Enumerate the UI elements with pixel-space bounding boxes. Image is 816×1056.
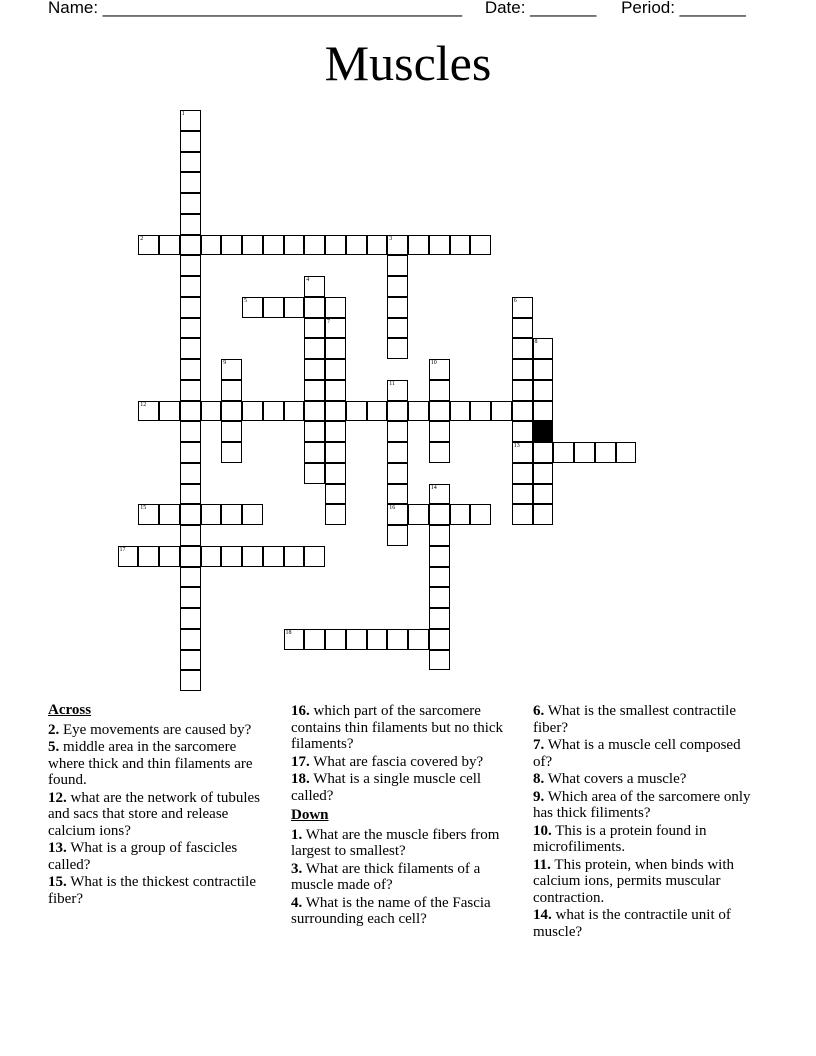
grid-cell[interactable] <box>263 546 284 567</box>
grid-cell[interactable] <box>284 235 305 256</box>
grid-cell[interactable] <box>304 297 325 318</box>
grid-block <box>533 421 554 442</box>
clue-down-6: 6. What is the smallest contractile fiber? <box>533 703 737 736</box>
grid-cell[interactable] <box>180 276 201 297</box>
clue-across-15: 15. What is the thickest contractile fiber? <box>48 874 256 907</box>
period-field[interactable]: Period: _______ <box>621 0 746 17</box>
clue-number: 16 <box>389 505 396 512</box>
grid-cell[interactable] <box>118 546 139 567</box>
grid-cell[interactable] <box>201 504 222 525</box>
grid-cell[interactable] <box>242 401 263 422</box>
grid-cell[interactable] <box>325 318 346 339</box>
clue-number: 12 <box>140 401 147 408</box>
grid-cell[interactable] <box>304 318 325 339</box>
grid-cell[interactable] <box>387 380 408 401</box>
clue-column-1 <box>48 702 276 908</box>
grid-cell[interactable] <box>512 442 533 463</box>
grid-cell[interactable] <box>429 608 450 629</box>
grid-cell[interactable] <box>180 525 201 546</box>
clue-across-16: 16. which part of the sarcomere contains thin filaments but no thick filaments? <box>291 703 504 752</box>
grid-cell[interactable] <box>512 359 533 380</box>
clue-number: 11 <box>389 380 396 387</box>
grid-cell[interactable] <box>367 235 388 256</box>
grid-cell[interactable] <box>429 484 450 505</box>
grid-cell[interactable] <box>387 421 408 442</box>
clue-number: 9 <box>223 360 227 366</box>
name-field[interactable]: Name: ______________________________________ <box>48 0 463 17</box>
grid-cell[interactable] <box>180 567 201 588</box>
grid-cell[interactable] <box>512 504 533 525</box>
grid-cell[interactable] <box>263 401 284 422</box>
grid-cell[interactable] <box>512 297 533 318</box>
clue-column-3 <box>533 703 761 941</box>
clue-number: 15 <box>140 505 147 512</box>
grid-cell[interactable] <box>387 401 408 422</box>
clue-number: 13 <box>513 443 520 449</box>
grid-cell[interactable] <box>180 504 201 525</box>
grid-cell[interactable] <box>512 401 533 422</box>
grid-cell[interactable] <box>512 484 533 505</box>
grid-cell[interactable] <box>138 546 159 567</box>
grid-cell[interactable] <box>429 525 450 546</box>
grid-cell[interactable] <box>180 255 201 276</box>
grid-cell[interactable] <box>180 152 201 173</box>
grid-cell[interactable] <box>429 587 450 608</box>
grid-cell[interactable] <box>221 235 242 256</box>
grid-cell[interactable] <box>387 484 408 505</box>
grid-cell[interactable] <box>429 401 450 422</box>
grid-cell[interactable] <box>284 629 305 650</box>
grid-cell[interactable] <box>429 567 450 588</box>
grid-cell[interactable] <box>533 442 554 463</box>
grid-cell[interactable] <box>553 442 574 463</box>
clue-across-13: 13. What is a group of fascicles called? <box>48 840 238 873</box>
grid-cell[interactable] <box>512 463 533 484</box>
grid-cell[interactable] <box>325 484 346 505</box>
grid-cell[interactable] <box>304 421 325 442</box>
grid-cell[interactable] <box>512 338 533 359</box>
grid-cell[interactable] <box>429 421 450 442</box>
grid-cell[interactable] <box>284 546 305 567</box>
grid-cell[interactable] <box>201 546 222 567</box>
grid-cell[interactable] <box>408 401 429 422</box>
date-field[interactable]: Date: _______ <box>484 0 597 17</box>
grid-cell[interactable] <box>159 504 180 525</box>
grid-cell[interactable] <box>180 214 201 235</box>
clue-down-9: 9. Which area of the sarcomere only has thick filiments? <box>533 788 751 821</box>
grid-cell[interactable] <box>346 401 367 422</box>
grid-cell[interactable] <box>201 235 222 256</box>
clue-down-3: 3. What are thick filaments of a muscle made of? <box>291 860 481 893</box>
clue-number: 14 <box>430 484 437 491</box>
grid-cell[interactable] <box>304 276 325 297</box>
grid-cell[interactable] <box>429 359 450 380</box>
grid-cell[interactable] <box>180 172 201 193</box>
grid-cell[interactable] <box>180 587 201 608</box>
clue-down-4: 4. What is the name of the Fascia surrounding each cell? <box>291 894 491 927</box>
clue-column-2 <box>291 703 519 929</box>
grid-cell[interactable] <box>616 442 637 463</box>
grid-cell[interactable] <box>533 380 554 401</box>
grid-cell[interactable] <box>180 608 201 629</box>
grid-cell[interactable] <box>325 629 346 650</box>
grid-cell[interactable] <box>387 235 408 256</box>
grid-cell[interactable] <box>242 504 263 525</box>
clue-across-12: 12. what are the network of tubules and sacs that store and release calcium ions? <box>48 789 261 839</box>
grid-cell[interactable] <box>533 359 554 380</box>
grid-cell[interactable] <box>533 401 554 422</box>
clue-number: 18 <box>285 629 292 636</box>
grid-cell[interactable] <box>180 131 201 152</box>
grid-cell[interactable] <box>367 401 388 422</box>
grid-cell[interactable] <box>242 235 263 256</box>
grid-cell[interactable] <box>180 193 201 214</box>
grid-cell[interactable] <box>304 629 325 650</box>
grid-cell[interactable] <box>408 504 429 525</box>
clue-down-1: 1. What are the muscle fibers from largest to smallest? <box>291 826 500 859</box>
grid-cell[interactable] <box>221 504 242 525</box>
clue-down-11: 11. This protein, when binds with calcium ions, permits muscular contraction. <box>533 856 734 906</box>
clue-down-7: 7. What is a muscle cell composed of? <box>533 737 741 770</box>
grid-cell[interactable] <box>429 235 450 256</box>
grid-cell[interactable] <box>387 276 408 297</box>
grid-cell[interactable] <box>387 338 408 359</box>
grid-cell[interactable] <box>429 380 450 401</box>
grid-cell[interactable] <box>242 297 263 318</box>
grid-cell[interactable] <box>138 235 159 256</box>
grid-cell[interactable] <box>180 484 201 505</box>
grid-cell[interactable] <box>429 546 450 567</box>
grid-cell[interactable] <box>450 235 471 256</box>
grid-cell[interactable] <box>180 629 201 650</box>
grid-cell[interactable] <box>429 442 450 463</box>
grid-cell[interactable] <box>325 380 346 401</box>
grid-cell[interactable] <box>325 504 346 525</box>
grid-cell[interactable] <box>180 338 201 359</box>
grid-cell[interactable] <box>387 318 408 339</box>
grid-cell[interactable] <box>304 380 325 401</box>
grid-cell[interactable] <box>595 442 616 463</box>
grid-cell[interactable] <box>346 235 367 256</box>
grid-cell[interactable] <box>325 235 346 256</box>
clue-across-2: 2. Eye movements are caused by? <box>48 721 252 738</box>
grid-cell[interactable] <box>138 504 159 525</box>
grid-cell[interactable] <box>221 401 242 422</box>
clue-down-14: 14. what is the contractile unit of muscle? <box>533 907 731 940</box>
grid-cell[interactable] <box>180 442 201 463</box>
grid-cell[interactable] <box>221 546 242 567</box>
grid-cell[interactable] <box>429 650 450 671</box>
grid-cell[interactable] <box>263 297 284 318</box>
grid-cell[interactable] <box>201 401 222 422</box>
grid-cell[interactable] <box>180 401 201 422</box>
down-heading: Down <box>291 807 329 823</box>
grid-cell[interactable] <box>387 629 408 650</box>
grid-cell[interactable] <box>304 546 325 567</box>
clue-number: 10 <box>430 360 437 366</box>
grid-cell[interactable] <box>450 401 471 422</box>
grid-cell[interactable] <box>325 359 346 380</box>
grid-cell[interactable] <box>242 546 263 567</box>
grid-cell[interactable] <box>533 338 554 359</box>
grid-cell[interactable] <box>470 401 491 422</box>
grid-cell[interactable] <box>470 235 491 256</box>
grid-cell[interactable] <box>284 297 305 318</box>
grid-cell[interactable] <box>221 359 242 380</box>
grid-cell[interactable] <box>387 297 408 318</box>
grid-cell[interactable] <box>304 401 325 422</box>
grid-cell[interactable] <box>491 401 512 422</box>
grid-cell[interactable] <box>180 650 201 671</box>
grid-cell[interactable] <box>180 318 201 339</box>
grid-cell[interactable] <box>325 442 346 463</box>
grid-cell[interactable] <box>387 504 408 525</box>
grid-cell[interactable] <box>533 484 554 505</box>
grid-cell[interactable] <box>408 629 429 650</box>
grid-cell[interactable] <box>512 380 533 401</box>
grid-cell[interactable] <box>304 442 325 463</box>
grid-cell[interactable] <box>159 235 180 256</box>
grid-cell[interactable] <box>221 421 242 442</box>
page-title: Muscles <box>324 35 492 91</box>
clue-across-18: 18. What is a single muscle cell called? <box>291 771 482 804</box>
grid-cell[interactable] <box>367 629 388 650</box>
grid-cell[interactable] <box>284 401 305 422</box>
grid-cell[interactable] <box>304 359 325 380</box>
grid-cell[interactable] <box>387 255 408 276</box>
grid-cell[interactable] <box>429 629 450 650</box>
grid-cell[interactable] <box>450 504 471 525</box>
grid-cell[interactable] <box>180 380 201 401</box>
grid-cell[interactable] <box>180 359 201 380</box>
grid-cell[interactable] <box>387 463 408 484</box>
grid-cell[interactable] <box>574 442 595 463</box>
grid-cell[interactable] <box>325 401 346 422</box>
clue-number: 3 <box>389 235 393 242</box>
header-line <box>48 0 746 18</box>
grid-cell[interactable] <box>325 421 346 442</box>
grid-cell[interactable] <box>221 442 242 463</box>
clue-number: 1 <box>181 111 185 117</box>
clue-across-17: 17. What are fascia covered by? <box>291 753 484 770</box>
grid-cell[interactable] <box>429 504 450 525</box>
grid-cell[interactable] <box>304 463 325 484</box>
grid-cell[interactable] <box>470 504 491 525</box>
grid-cell[interactable] <box>533 463 554 484</box>
grid-cell[interactable] <box>325 463 346 484</box>
grid-cell[interactable] <box>263 235 284 256</box>
grid-cell[interactable] <box>325 297 346 318</box>
grid-cell[interactable] <box>387 525 408 546</box>
grid-cell[interactable] <box>180 421 201 442</box>
grid-cell[interactable] <box>180 546 201 567</box>
grid-cell[interactable] <box>180 110 201 131</box>
clue-down-8: 8. What covers a muscle? <box>533 771 687 787</box>
grid-cell[interactable] <box>512 421 533 442</box>
grid-cell[interactable] <box>408 235 429 256</box>
grid-cell[interactable] <box>159 401 180 422</box>
grid-cell[interactable] <box>533 504 554 525</box>
clue-number: 6 <box>513 297 517 304</box>
grid-cell[interactable] <box>180 297 201 318</box>
grid-cell[interactable] <box>346 629 367 650</box>
clue-number: 17 <box>119 546 126 553</box>
clue-number: 5 <box>244 297 247 304</box>
grid-cell[interactable] <box>304 338 325 359</box>
grid-cell[interactable] <box>512 318 533 339</box>
grid-cell[interactable] <box>138 401 159 422</box>
grid-cell[interactable] <box>221 380 242 401</box>
grid-cell[interactable] <box>325 338 346 359</box>
grid-cell[interactable] <box>304 235 325 256</box>
across-heading: Across <box>48 702 92 718</box>
grid-cell[interactable] <box>180 670 201 691</box>
clue-number: 8 <box>534 339 538 346</box>
clue-across-5: 5. middle area in the sarcomere where thick and thin filaments are found. <box>48 739 253 788</box>
grid-cell[interactable] <box>180 235 201 256</box>
grid-cell[interactable] <box>387 442 408 463</box>
grid-cell[interactable] <box>159 546 180 567</box>
clue-number: 7 <box>327 318 330 325</box>
clue-down-10: 10. This is a protein found in microfiliments. <box>533 822 707 855</box>
grid-cell[interactable] <box>180 463 201 484</box>
clue-number: 2 <box>140 235 144 242</box>
clue-number: 4 <box>306 277 310 283</box>
